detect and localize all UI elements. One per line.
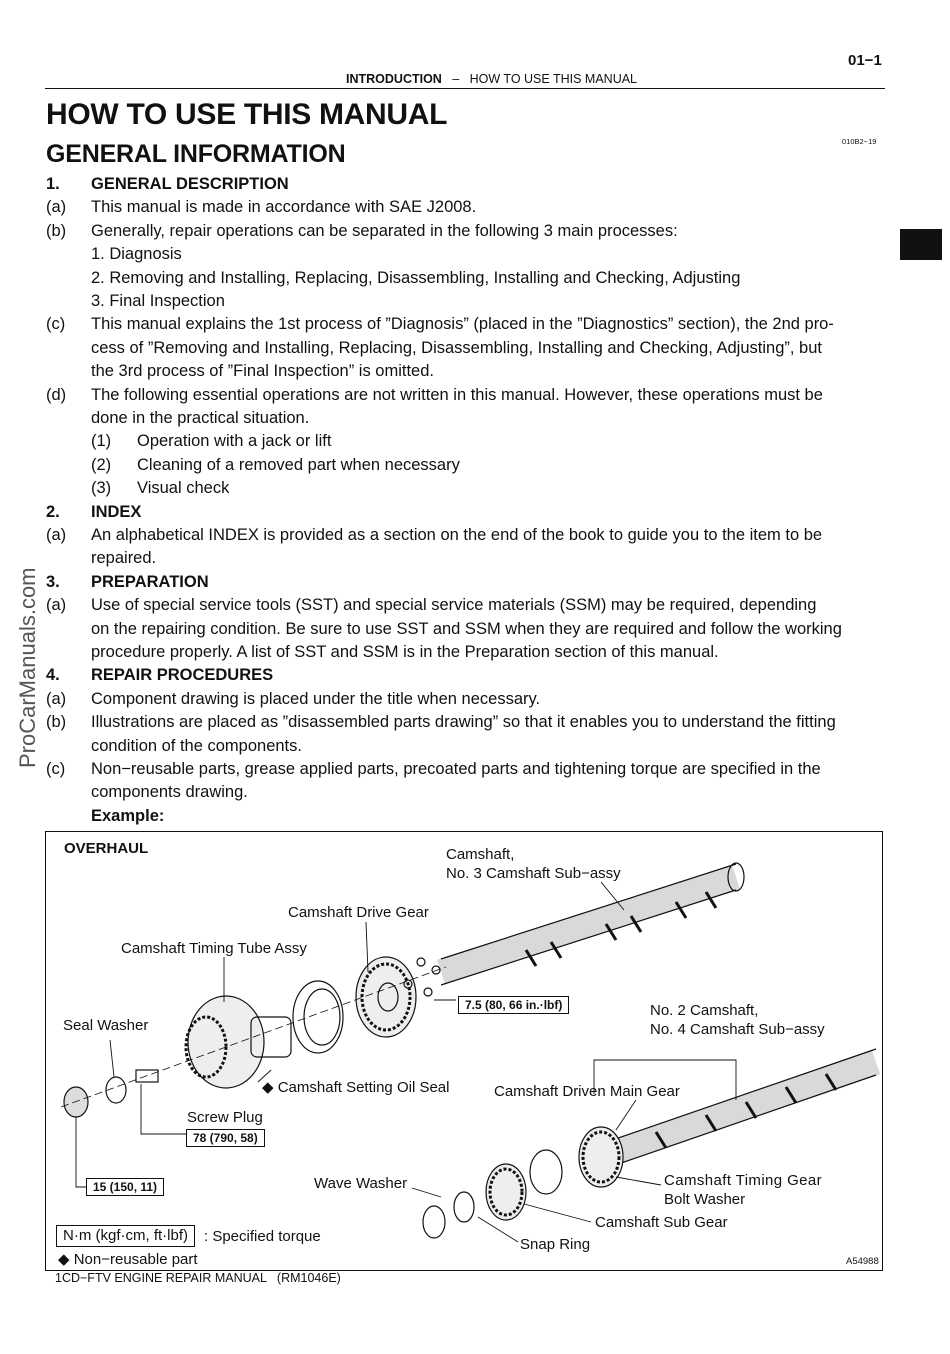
footer-code: (RM1046E) — [276, 1271, 341, 1285]
label-seal-washer: Seal Washer — [63, 1017, 149, 1034]
side-watermark: ProCarManuals.com — [15, 567, 40, 768]
body-line — [46, 293, 225, 310]
body-line — [46, 527, 822, 544]
running-header — [346, 72, 637, 86]
body-line — [46, 597, 816, 614]
body-line — [46, 761, 821, 778]
label-timing-gear-bolt-2: Bolt Washer — [664, 1191, 746, 1208]
footer — [55, 1271, 341, 1285]
wave-washer-shape — [530, 1150, 562, 1194]
bolt-shape — [64, 1087, 88, 1117]
line-label: 3. — [46, 572, 60, 591]
body-line — [46, 433, 331, 450]
line-label: (b) — [46, 713, 67, 732]
torque-box-2: 78 (790, 58) — [186, 1129, 265, 1147]
timing-tube-shape — [186, 996, 291, 1088]
line-label: 4. — [46, 666, 60, 685]
line-label: (a) — [46, 526, 67, 544]
snap-ring-2-shape — [423, 1206, 445, 1238]
line-text: This manual explains the 1st process of ”Diagnosis” (placed in the ”Diagnostics” section), the 2nd pro- — [91, 315, 834, 334]
label-no2-camshaft-1: No. 2 Camshaft, — [650, 1002, 759, 1019]
page-title: HOW TO USE THIS MANUAL — [46, 98, 448, 131]
line-label: 1. — [46, 175, 60, 193]
line-text: REPAIR PROCEDURES — [91, 666, 274, 685]
label-snap-ring: Snap Ring — [520, 1236, 591, 1253]
body-line — [46, 504, 141, 521]
line-text: Generally, repair operations can be separated in the following 3 main processes: — [91, 221, 678, 240]
line-sub: (3) — [91, 479, 112, 498]
page-subtitle: GENERAL INFORMATION — [46, 140, 346, 168]
label-no2-camshaft-2: No. 4 Camshaft Sub−assy — [650, 1021, 825, 1038]
line-text: This manual is made in accordance with SAE J2008. — [91, 198, 477, 217]
body-line — [46, 574, 209, 591]
body-line — [46, 316, 834, 333]
line-label: (c) — [46, 315, 66, 334]
body-line — [46, 714, 836, 731]
seal-washer-shape — [106, 1077, 126, 1103]
label-screw-plug: Screw Plug — [187, 1109, 263, 1126]
body-line — [46, 644, 719, 661]
torque-box-1: 7.5 (80, 66 in.·lbf) — [458, 996, 569, 1014]
body-line — [46, 621, 842, 638]
line-text: 2. Removing and Installing, Replacing, Disassembling, Installing and Checking, Adjusting — [91, 268, 741, 287]
driven-gear-shape — [579, 1127, 623, 1187]
line-label: (a) — [46, 689, 67, 708]
doc-code: 010B2−19 — [842, 137, 877, 146]
body-line — [46, 550, 156, 567]
legend-nonreusable: ◆ Non−reusable part — [58, 1251, 198, 1268]
label-timing-gear-bolt-1: Camshaft Timing Gear — [664, 1172, 823, 1189]
label-timing-tube: Camshaft Timing Tube Assy — [121, 940, 307, 957]
line-text: PREPARATION — [91, 572, 209, 591]
body-line — [46, 246, 182, 263]
line-text: The following essential operations are not written in this manual. However, these operations must be — [91, 385, 823, 404]
line-text: repaired. — [91, 549, 157, 568]
body-line — [46, 738, 302, 755]
line-text: Use of special service tools (SST) and special service materials (SSM) may be required, depending — [91, 596, 817, 615]
line-text: procedure properly. A list of SST and SSM is in the Preparation section of this manual. — [91, 643, 719, 661]
diamond-icon: ◆ — [58, 1251, 70, 1268]
parts-drawing — [46, 832, 884, 1272]
body-line — [46, 808, 164, 825]
header-separator: – — [452, 72, 460, 86]
figure-code: A54988 — [846, 1256, 879, 1267]
footer-manual: 1CD−FTV ENGINE REPAIR MANUAL — [55, 1271, 267, 1285]
label-driven-main-gear: Camshaft Driven Main Gear — [494, 1083, 680, 1100]
overhaul-figure — [45, 831, 883, 1271]
line-text: on the repairing condition. Be sure to use SST and SSM when they are required and follow the working — [91, 619, 842, 638]
body-line — [46, 363, 434, 380]
body-line — [46, 410, 309, 427]
label-camshaft-2: No. 3 Camshaft Sub−assy — [446, 865, 621, 882]
line-text: Visual check — [137, 479, 230, 498]
line-text: condition of the components. — [91, 736, 302, 755]
label-wave-washer: Wave Washer — [314, 1175, 408, 1192]
line-text: Illustrations are placed as ”disassembled parts drawing” so that it enables you to understand the fitting — [91, 713, 836, 732]
header-section: INTRODUCTION — [346, 72, 442, 86]
diamond-icon: ◆ — [262, 1079, 274, 1096]
drive-gear-shape — [356, 957, 416, 1037]
body-line — [46, 691, 540, 708]
body-line — [46, 387, 823, 404]
page-number: 01−1 — [848, 52, 882, 69]
line-text: An alphabetical INDEX is provided as a section on the end of the book to guide you to the item to be — [91, 526, 823, 544]
sub-gear-shape — [486, 1164, 526, 1220]
line-text: done in the practical situation. — [91, 409, 310, 427]
line-label: 2. — [46, 502, 60, 521]
line-text: Example: — [91, 806, 165, 825]
line-text: 1. Diagnosis — [91, 245, 182, 264]
section-tab — [900, 229, 942, 260]
body-line — [46, 270, 740, 287]
line-sub: (2) — [91, 455, 112, 474]
legend-unit-text: : Specified torque — [204, 1228, 321, 1245]
line-text: the 3rd process of ”Final Inspection” is omitted. — [91, 362, 434, 381]
body-line — [46, 199, 476, 216]
line-text: Cleaning of a removed part when necessary — [137, 455, 460, 474]
line-label: (c) — [46, 760, 66, 778]
line-sub: (1) — [91, 432, 112, 451]
body-line — [46, 340, 822, 357]
body-line — [46, 457, 460, 474]
snap-ring-shape — [454, 1192, 474, 1222]
body-line — [46, 176, 289, 193]
line-label: (b) — [46, 221, 67, 240]
line-text: Non−reusable parts, grease applied parts, precoated parts and tightening torque are specified in the — [91, 760, 821, 778]
line-text: 3. Final Inspection — [91, 292, 225, 310]
label-sub-gear: Camshaft Sub Gear — [595, 1214, 728, 1231]
body-line — [46, 480, 229, 497]
label-drive-gear: Camshaft Drive Gear — [288, 904, 429, 921]
header-subsection: HOW TO USE THIS MANUAL — [469, 72, 638, 86]
line-text: INDEX — [91, 502, 142, 521]
label-camshaft-1: Camshaft, — [446, 846, 515, 863]
line-text: cess of ”Removing and Installing, Replacing, Disassembling, Installing and Checking, Adjusting”, but — [91, 338, 822, 357]
lower-camshaft — [601, 1049, 876, 1170]
line-label: (a) — [46, 596, 67, 615]
body-line — [46, 784, 248, 801]
line-text: GENERAL DESCRIPTION — [91, 175, 289, 193]
torque-box-3: 15 (150, 11) — [86, 1178, 164, 1196]
legend-unit-box: N·m (kgf·cm, ft·lbf) — [56, 1225, 195, 1247]
body-line — [46, 223, 678, 240]
line-text: Operation with a jack or lift — [137, 432, 332, 451]
label-oil-seal: ◆ Camshaft Setting Oil Seal — [262, 1079, 450, 1096]
figure-heading: OVERHAUL — [64, 840, 149, 857]
line-text: Component drawing is placed under the title when necessary. — [91, 689, 541, 708]
body-line — [46, 667, 273, 684]
oil-seal-shape — [293, 981, 343, 1053]
line-label: (a) — [46, 198, 67, 217]
line-text: components drawing. — [91, 783, 248, 802]
header-rule — [45, 88, 885, 89]
line-label: (d) — [46, 385, 67, 404]
